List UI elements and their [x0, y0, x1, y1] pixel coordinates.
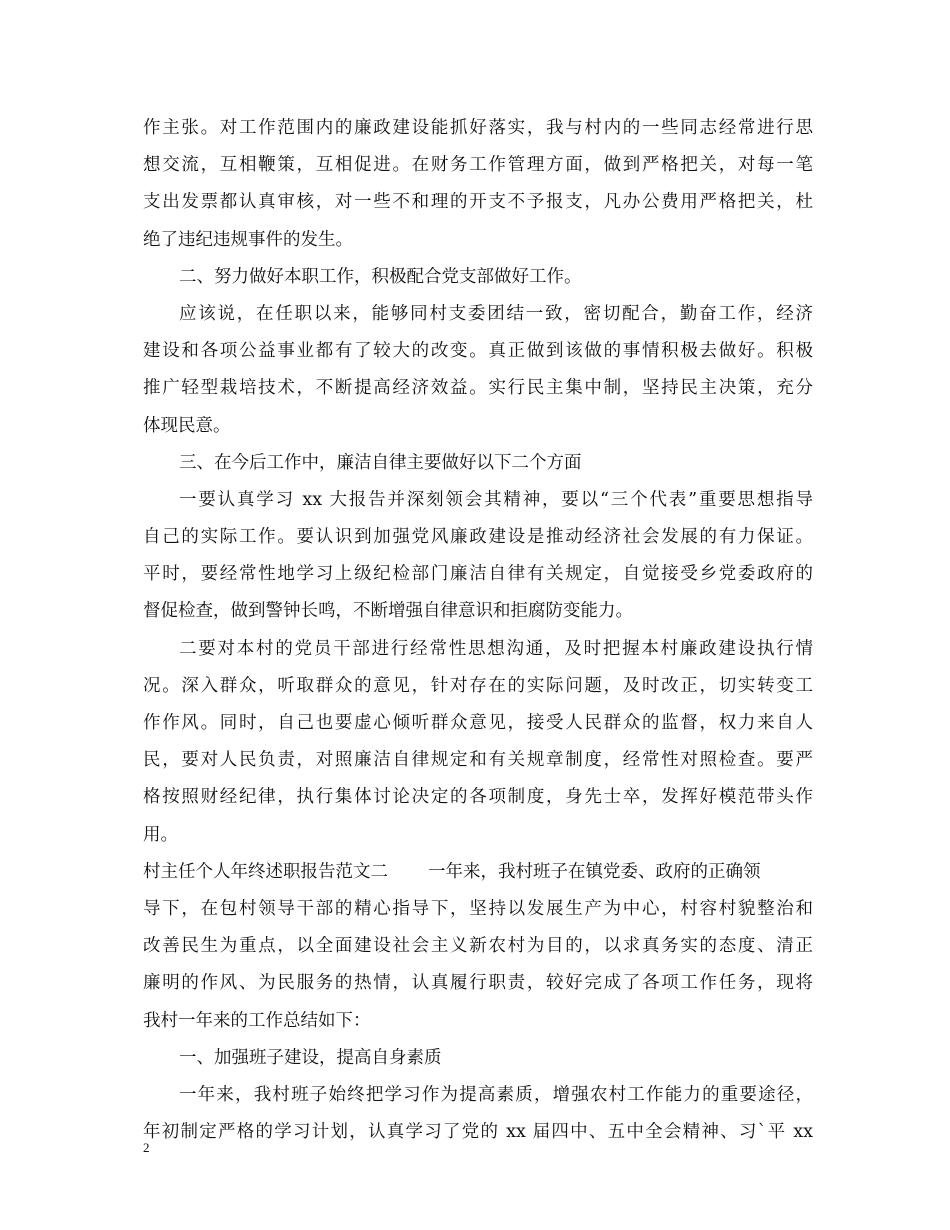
text-line: 想交流，互相鞭策，互相促进。在财务工作管理方面，做到严格把关，对每一笔 — [143, 155, 813, 176]
text-line: 支出发票都认真审核，对一些不和理的开支不予报支，凡办公费用严格把关，杜 — [143, 192, 813, 213]
text-line: 民，要对人民负责，对照廉洁自律规定和有关规章制度，经常性对照检查。要严 — [143, 750, 813, 771]
text-line: 我村一年来的工作总结如下： — [143, 1010, 371, 1031]
text-line: 作主张。对工作范围内的廉政建设能抓好落实，我与村内的一些同志经常进行思 — [143, 118, 813, 138]
text-line: 作作风。同时，自己也要虚心倾听群众意见，接受人民群众的监督，权力来自人 — [143, 713, 813, 733]
text-line: 用。 — [143, 824, 178, 845]
text-line: 督促检查，做到警钟长鸣，不断增强自律意识和拒腐防变能力。 — [143, 601, 633, 622]
text-line: 平时，要经常性地学习上级纪检部门廉洁自律有关规定，自觉接受乡党委政府的 — [143, 564, 813, 585]
text-fragment: 一年来，我村班子在镇党委、政府的正确领 — [428, 861, 761, 882]
page-number: 2 — [143, 1140, 150, 1155]
text-line: 导下，在包村领导干部的精心指导下，坚持以发展生产为中心，村容村貌整治和 — [143, 898, 813, 919]
text-line: 应该说，在任职以来，能够同村支委团结一致，密切配合，勤奋工作，经济 — [179, 303, 813, 324]
section-heading: 一、加强班子建设，提高自身素质 — [179, 1047, 442, 1068]
document-body — [143, 110, 813, 1151]
text-line: 况。深入群众，听取群众的意见，针对存在的实际问题，及时改正，切实转变工 — [143, 675, 813, 696]
text-line: 二要对本村的党员干部进行经常性思想沟通，及时把握本村廉政建设执行情 — [179, 638, 813, 659]
text-line: 一要认真学习 xx 大报告并深刻领会其精神，要以“三个代表”重要思想指导 — [179, 489, 813, 510]
text-line: 改善民生为重点，以全面建设社会主义新农村为目的，以求真务实的态度、清正 — [143, 936, 813, 957]
text-line — [143, 854, 813, 891]
text-line: 一年来，我村班子始终把学习作为提高素质，增强农村工作能力的重要途径， — [179, 1084, 813, 1105]
article-title: 村主任个人年终述职报告范文二 — [143, 861, 388, 882]
text-line: 格按照财经纪律，执行集体讨论决定的各项制度，身先士卒，发挥好模范带头作 — [143, 787, 813, 808]
text-line: 廉明的作风、为民服务的热情，认真履行职责，较好完成了各项工作任务，现将 — [143, 973, 813, 994]
text-line: 年初制定严格的学习计划，认真学习了党的 xx 届四中、五中全会精神、习`平 xx — [143, 1122, 813, 1143]
text-line: 建设和各项公益事业都有了较大的改变。真正做到该做的事情积极去做好。积极 — [143, 341, 813, 362]
text-line: 推广轻型栽培技术，不断提高经济效益。实行民主集中制，坚持民主决策，充分 — [143, 378, 813, 399]
text-line: 体现民意。 — [143, 415, 231, 436]
text-line: 绝了违纪违规事件的发生。 — [143, 229, 353, 250]
section-heading: 二、努力做好本职工作，积极配合党支部做好工作。 — [179, 266, 582, 287]
text-line: 自己的实际工作。要认识到加强党风廉政建设是推动经济社会发展的有力保证。 — [143, 527, 813, 548]
section-heading: 三、在今后工作中，廉洁自律主要做好以下二个方面 — [179, 452, 582, 473]
